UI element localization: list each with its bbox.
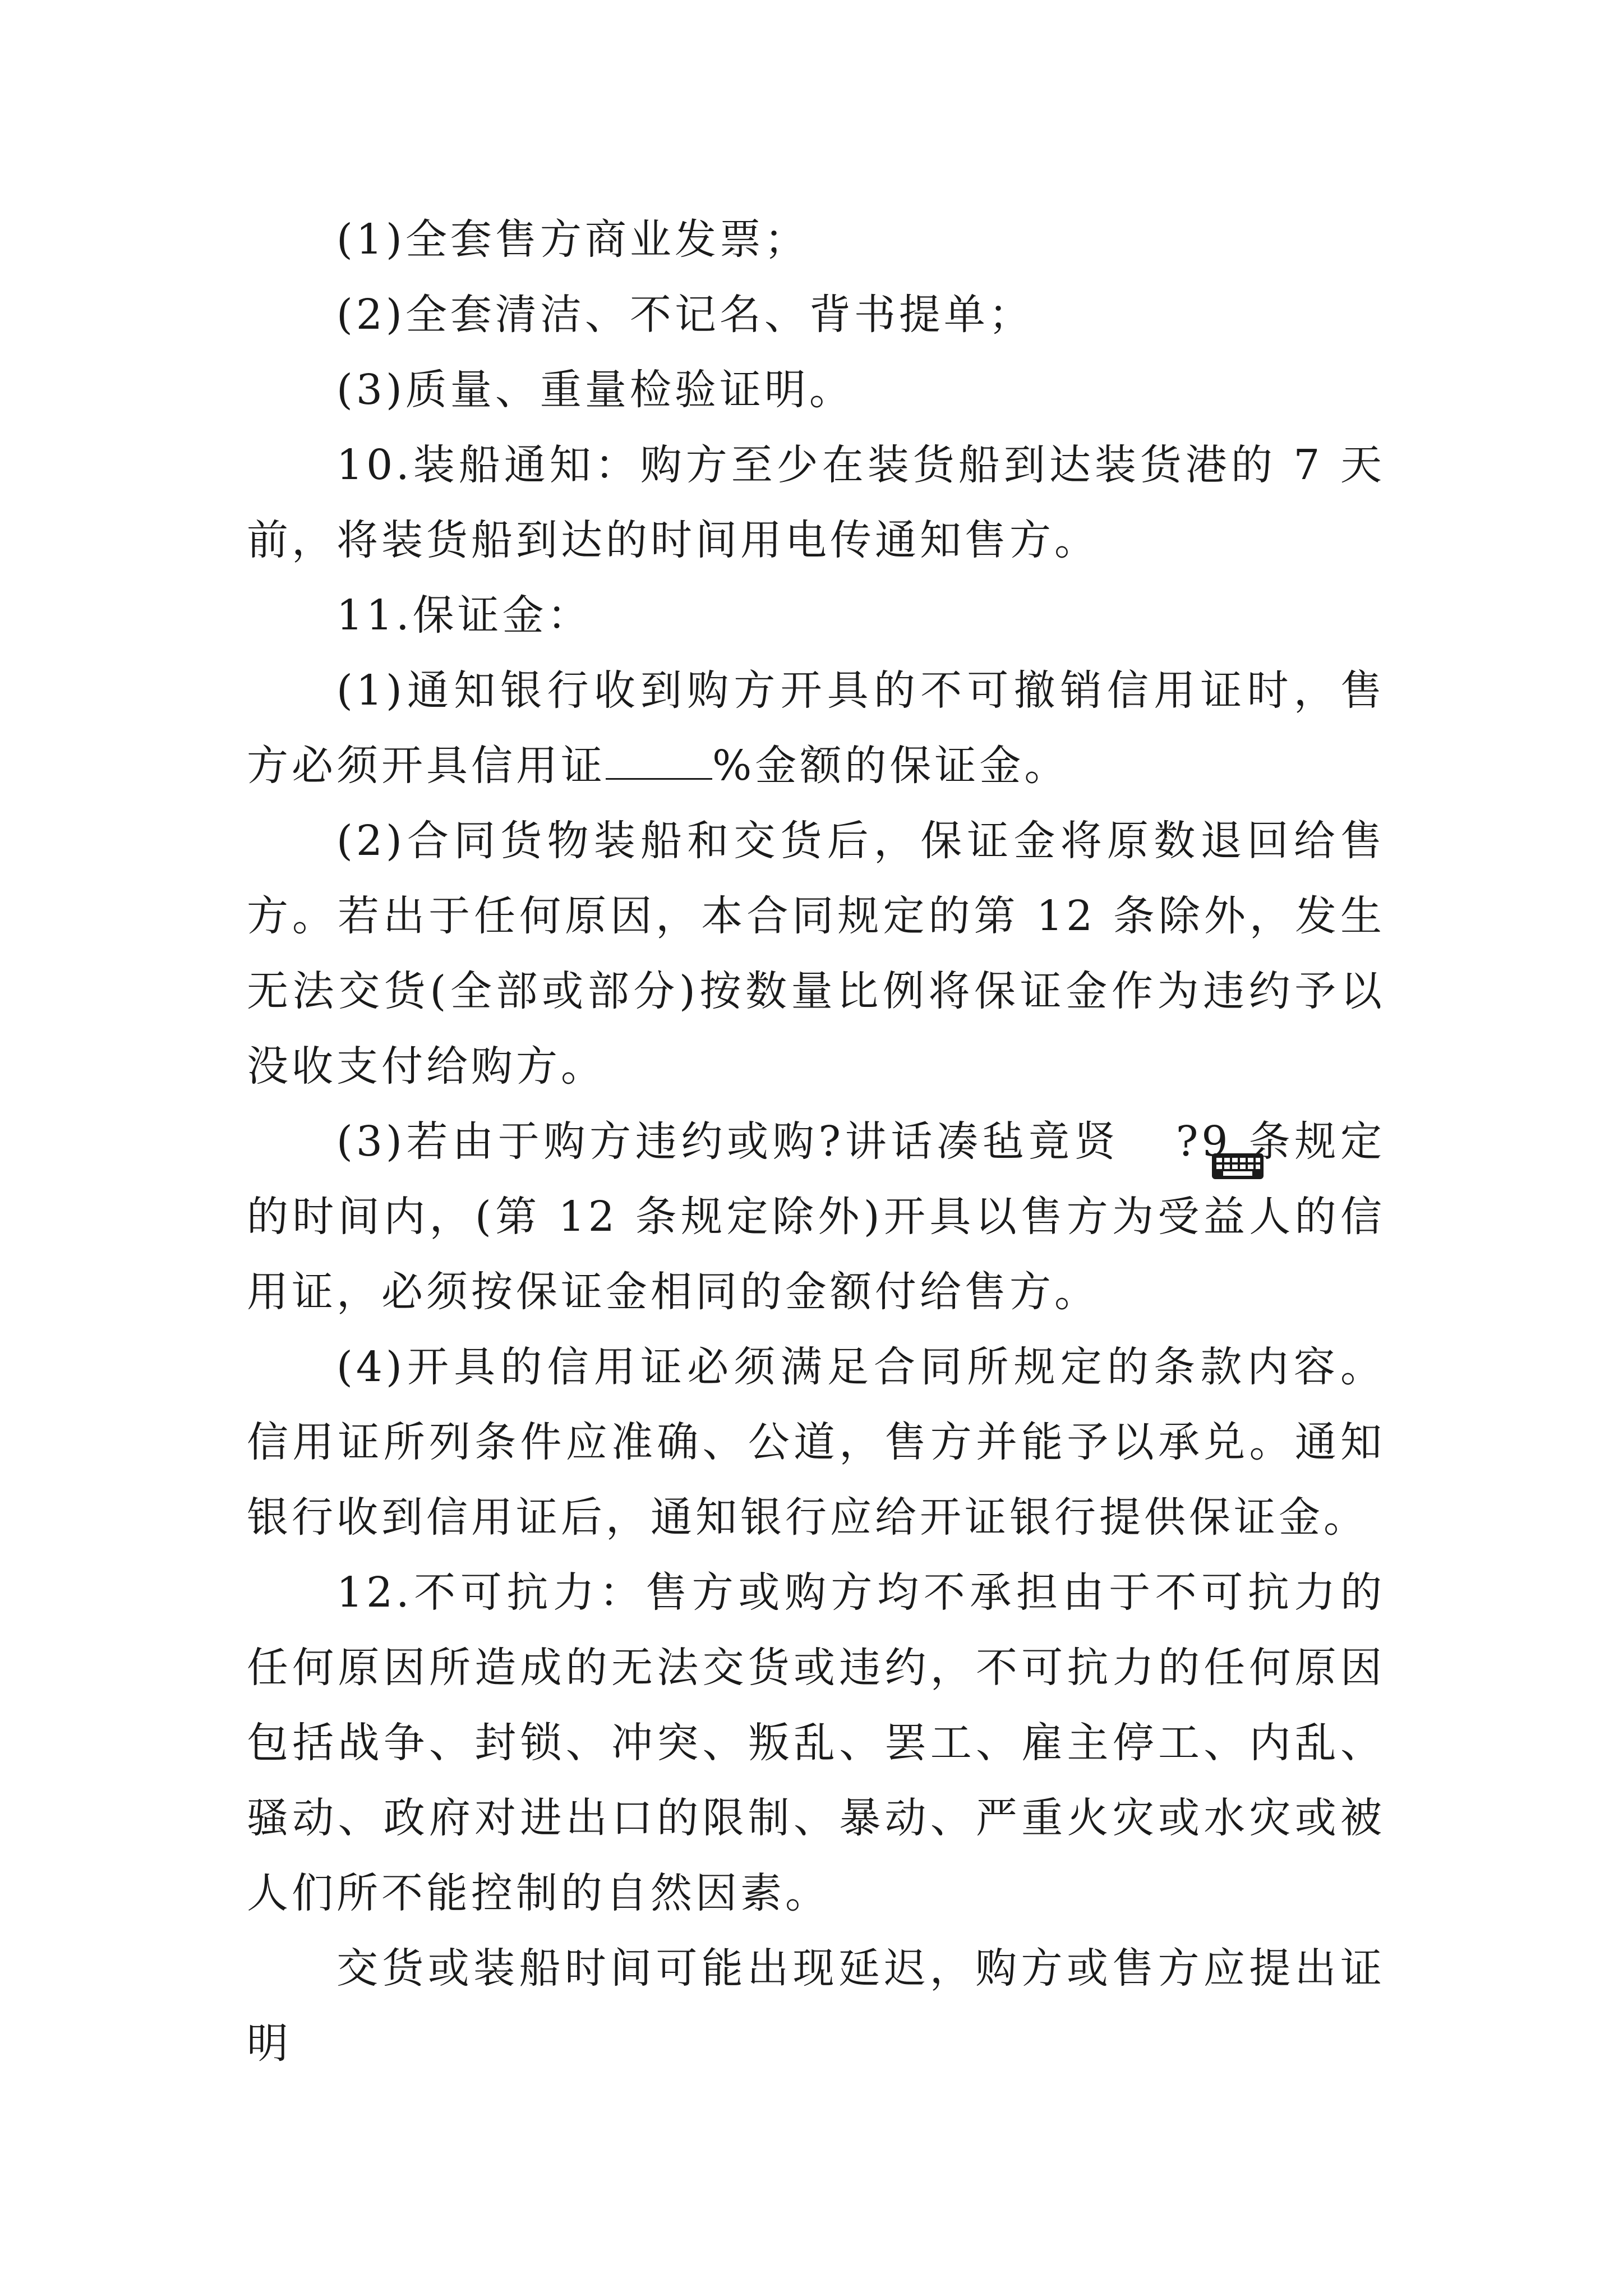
- paragraph-shipping-notice: 10.装船通知：购方至少在装货船到达装货港的 7 天前，将装货船到达的时间用电传通知售方。: [247, 441, 1385, 564]
- paragraph-deposit-4: (4)开具的信用证必须满足合同所规定的条款内容。信用证所列条件应准确、公道，售方并能予以承兑。通知银行收到信用证后，通知银行应给开证银行提供保证金。: [247, 1343, 1385, 1542]
- paragraph-deposit-1: [247, 653, 1385, 803]
- deposit-3-text-after: ?9 条规定的时间内，(第 12 条规定除外)开具以售方为受益人的信用证，必须按保证金相同的金额付给售方。: [247, 1117, 1385, 1316]
- paragraph-deposit-heading: 11.保证金：: [336, 591, 592, 639]
- paragraph-deposit-3: [247, 1104, 1385, 1329]
- paragraph-force-majeure: 12.不可抗力：售方或购方均不承担由于不可抗力的任何原因所造成的无法交货或违约，不可抗力的任何原因包括战争、封锁、冲突、叛乱、罢工、雇主停工、内乱、骚动、政府对进出口的限制、暴动、严重火灾或水灾或被人们所不能控制的自然因素。: [247, 1568, 1385, 1917]
- paragraph-bill-of-lading: (2)全套清洁、不记名、背书提单；: [336, 291, 1034, 339]
- deposit-1-text-before: (1)通知银行收到购方开具的不可撤销信用证时，售方必须开具信用证: [247, 666, 1385, 790]
- document-body: [247, 202, 1385, 2081]
- paragraph-delay: 交货或装船时间可能出现延迟，购方或售方应提出证明: [247, 1944, 1385, 2068]
- paragraph-inspection-certificate: (3)质量、重量检验证明。: [336, 366, 854, 414]
- paragraph-invoice: (1)全套售方商业发票；: [336, 215, 809, 264]
- deposit-3-text-before: (3)若由于购方违约或购?讲话凑毡竟贤: [336, 1117, 1120, 1166]
- percentage-blank: [606, 744, 712, 780]
- deposit-1-text-after: %金额的保证金。: [712, 742, 1069, 790]
- keyboard-icon: [1121, 1130, 1175, 1160]
- paragraph-deposit-2: (2)合同货物装船和交货后，保证金将原数退回给售方。若出于任何原因，本合同规定的第 12 条除外，发生无法交货(全部或部分)按数量比例将保证金作为违约予以没收支付给购方。: [247, 817, 1385, 1091]
